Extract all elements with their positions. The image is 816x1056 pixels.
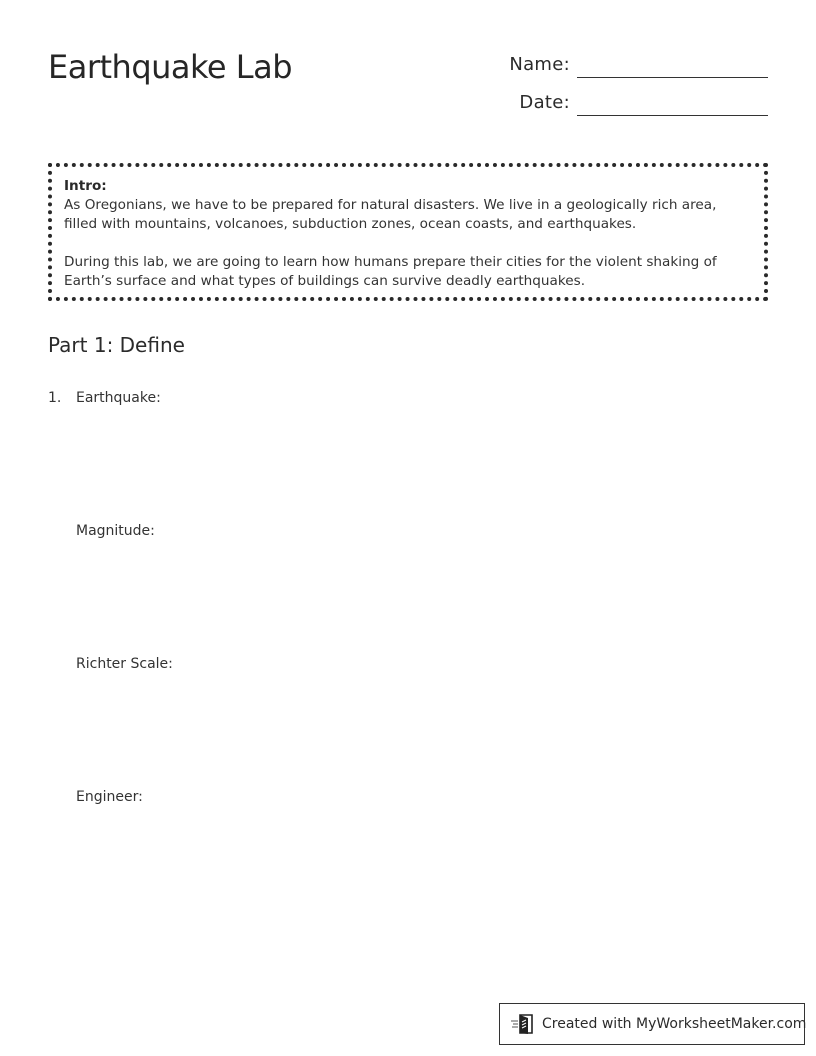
name-blank-line[interactable] xyxy=(577,77,768,78)
intro-paragraph-2: During this lab, we are going to learn how humans prepare their cities for the violent shaking of Earth’s surface and what types of buildings can survive deadly earthquakes. xyxy=(64,254,717,289)
term-magnitude: Magnitude: xyxy=(76,523,155,539)
intro-paragraph-1: As Oregonians, we have to be prepared for natural disasters. We live in a geologically rich area, filled with mountains, volcanoes, subduction zones, ocean coasts, and earthquakes. xyxy=(64,197,717,232)
intro-box xyxy=(48,163,768,301)
term-richter-scale: Richter Scale: xyxy=(76,656,173,672)
term-earthquake: Earthquake: xyxy=(76,390,161,406)
badge-text: Created with MyWorksheetMaker.com xyxy=(542,1016,807,1032)
name-field xyxy=(500,48,768,78)
worksheet-maker-logo-icon xyxy=(510,1013,536,1035)
worksheet-title: Earthquake Lab xyxy=(48,48,293,86)
term-engineer: Engineer: xyxy=(76,789,143,805)
question-number-1: 1. xyxy=(48,390,62,406)
date-field xyxy=(500,86,768,116)
date-blank-line[interactable] xyxy=(577,115,768,116)
name-label: Name: xyxy=(509,54,570,75)
date-label: Date: xyxy=(519,92,570,113)
part-1-title: Part 1: Define xyxy=(48,333,185,357)
intro-heading: Intro: xyxy=(64,178,107,194)
created-with-badge[interactable] xyxy=(499,1003,805,1045)
